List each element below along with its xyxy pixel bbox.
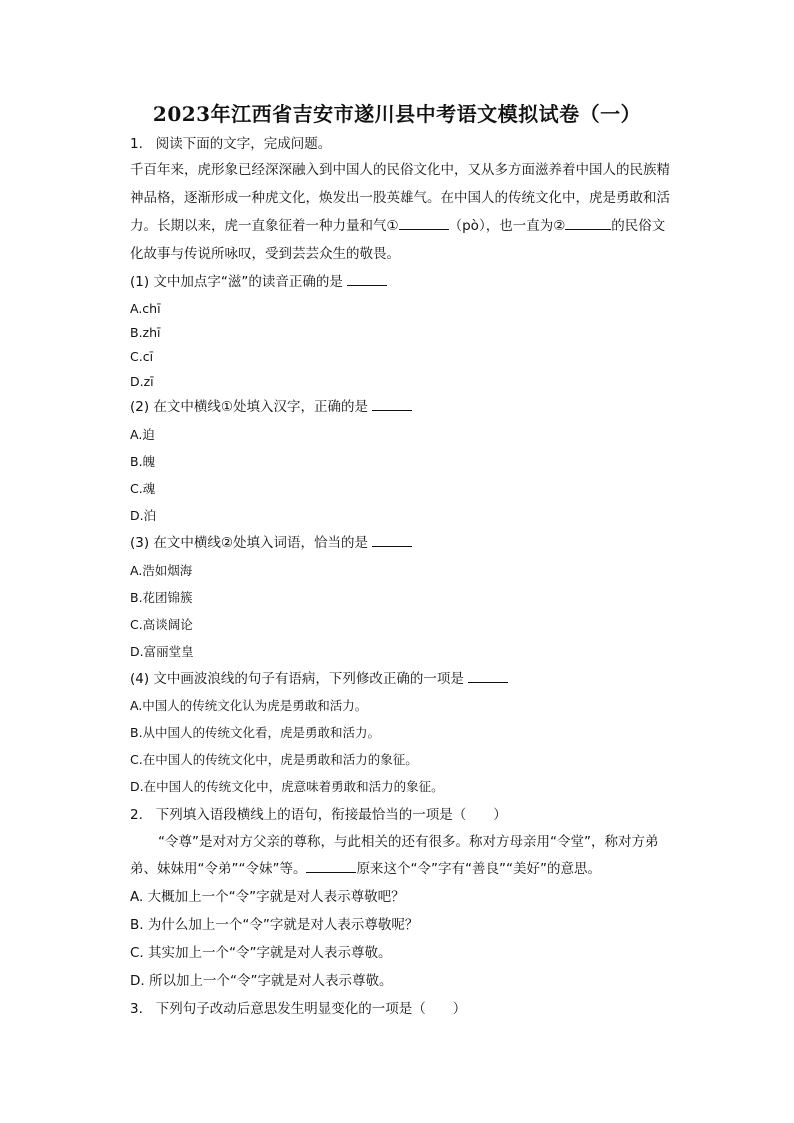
- q1-passage-line-3: [130, 216, 665, 236]
- option-item: B.从中国人的传统文化看，虎是勇敢和活力。: [130, 725, 381, 740]
- option-item: D.在中国人的传统文化中，虎意味着勇敢和活力的象征。: [130, 779, 444, 794]
- answer-blank: [347, 273, 387, 286]
- option-item: B.zhī: [130, 325, 161, 340]
- q2-stem: 下列填入语段横线上的语句，衔接最恰当的一项是（ ）: [155, 807, 507, 823]
- q3-header: [130, 999, 466, 1019]
- q3-number: 3.: [130, 1001, 143, 1017]
- answer-blank: [468, 670, 508, 683]
- option-item: D. 所以加上一个“令”字就是对人表示尊敬。: [130, 973, 393, 989]
- option-item: C.cī: [130, 349, 154, 364]
- q1-sub4-stem: [130, 669, 508, 689]
- option-item: C.在中国人的传统文化中，虎是勇敢和活力的象征。: [130, 752, 418, 767]
- sub-question-text: (2) 在文中横线①处填入汉字，正确的是: [130, 399, 369, 415]
- q1-instruction: 阅读下面的文字，完成问题。: [155, 136, 332, 152]
- fill-blank-2: [565, 217, 611, 230]
- q1-passage-line-2: 神品格，逐渐形成一种虎文化，焕发出一股英雄气。在中国人的传统文化中，虎是勇敢和活: [130, 190, 670, 206]
- sub-question-text: (4) 文中画波浪线的句子有语病，下列修改正确的一项是: [130, 671, 464, 687]
- sub-question-text: (1) 文中加点字“滋”的读音正确的是: [130, 274, 343, 290]
- option-item: A.中国人的传统文化认为虎是勇敢和活力。: [130, 698, 368, 713]
- q2-passage-segment: 原来这个“令”字有“善良”“美好”的意思。: [356, 861, 601, 877]
- q2-header: [130, 805, 507, 825]
- q2-passage-segment: 弟、妹妹用“令弟”“令妹”等。: [130, 861, 307, 877]
- q2-passage-line-1: “令尊”是对对方父亲的尊称，与此相关的还有很多。称对方母亲用“令堂”，称对方弟: [158, 834, 659, 850]
- option-item: B. 为什么加上一个“令”字就是对人表示尊敬呢？: [130, 917, 419, 933]
- option-item: B.魄: [130, 454, 156, 469]
- option-item: D.富丽堂皇: [130, 644, 194, 659]
- option-item: A.chī: [130, 301, 161, 316]
- fill-blank-1: [399, 217, 449, 230]
- q1-passage-segment: （pò），也一直为②: [448, 218, 566, 234]
- q2-number: 2.: [130, 807, 143, 823]
- q1-passage-line-4: 化故事与传说所咏叹，受到芸芸众生的敬畏。: [130, 246, 400, 262]
- q1-sub1-stem: [130, 272, 387, 292]
- option-item: D.zī: [130, 374, 154, 389]
- option-item: A. 大概加上一个“令”字就是对人表示尊敬吧？: [130, 889, 405, 905]
- q1-passage-line-1: 千百年来，虎形象已经深深融入到中国人的民俗文化中，又从多方面滋养着中国人的民族精: [130, 162, 670, 178]
- q1-number: 1.: [130, 136, 143, 152]
- option-item: D.泊: [130, 508, 157, 523]
- page-title: 2023年江西省吉安市遂川县中考语文模拟试卷（一）: [152, 102, 642, 126]
- option-item: A.迫: [130, 427, 155, 442]
- q3-stem: 下列句子改动后意思发生明显变化的一项是（ ）: [155, 1001, 467, 1017]
- q1-sub3-stem: [130, 533, 412, 553]
- q1-header: [130, 134, 331, 154]
- q1-passage-segment: 力。长期以来，虎一直象征着一种力量和气①: [130, 218, 399, 234]
- fill-blank: [306, 860, 356, 873]
- option-item: B.花团锦簇: [130, 590, 193, 605]
- sub-question-text: (3) 在文中横线②处填入词语，恰当的是: [130, 535, 369, 551]
- option-item: C.魂: [130, 481, 156, 496]
- answer-blank: [372, 534, 412, 547]
- option-item: C.高谈阔论: [130, 617, 193, 632]
- q1-passage-segment: 的民俗文: [611, 218, 666, 234]
- q1-sub2-stem: [130, 397, 412, 417]
- option-item: A.浩如烟海: [130, 563, 193, 578]
- answer-blank: [372, 398, 412, 411]
- option-item: C. 其实加上一个“令”字就是对人表示尊敬。: [130, 945, 392, 961]
- q2-passage-line-2: [130, 859, 601, 879]
